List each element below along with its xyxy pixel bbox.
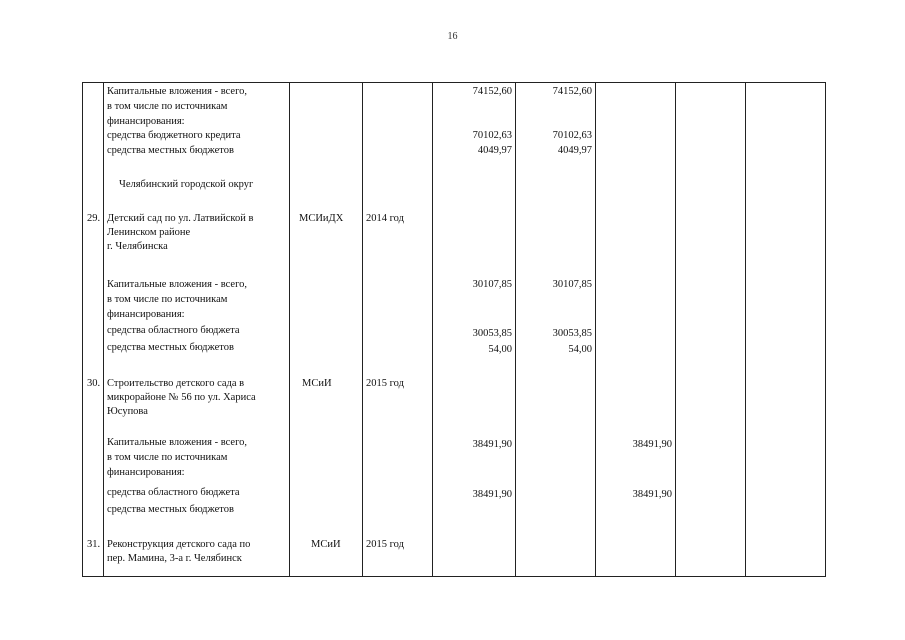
row-label: в том числе по источникам	[107, 452, 228, 463]
row-label: Капитальные вложения - всего,	[107, 279, 247, 290]
row-label: средства областного бюджета	[107, 487, 240, 498]
row-label: средства бюджетного кредита	[107, 130, 241, 141]
deadline: 2015 год	[366, 539, 404, 550]
budget-table	[82, 82, 826, 577]
row-label: средства местных бюджетов	[107, 342, 234, 353]
row-label: Капитальные вложения - всего,	[107, 437, 247, 448]
column-divider	[103, 83, 104, 576]
item-name-line: Строительство детского сада в	[107, 378, 245, 389]
value-total: 54,00	[488, 344, 512, 355]
value-total: 38491,90	[472, 439, 512, 450]
item-name-line: пер. Мамина, 3-а г. Челябинск	[107, 553, 242, 564]
value-total: 38491,90	[472, 489, 512, 500]
value-total: 70102,63	[472, 130, 512, 141]
item-name-line: Юсупова	[107, 406, 148, 417]
value-total: 30107,85	[472, 279, 512, 290]
column-divider	[289, 83, 290, 576]
deadline: 2015 год	[366, 378, 404, 389]
value-2014: 54,00	[568, 344, 592, 355]
item-name-line: Детский сад по ул. Латвийской в	[107, 213, 254, 224]
row-label: финансирования:	[107, 116, 185, 127]
municipality-heading: Челябинский городской округ	[119, 179, 254, 190]
executor: МСИиДХ	[299, 213, 344, 224]
row-label: средства местных бюджетов	[107, 504, 234, 515]
value-total: 74152,60	[472, 86, 512, 97]
value-2014: 74152,60	[552, 86, 592, 97]
deadline: 2014 год	[366, 213, 404, 224]
value-2014: 30053,85	[552, 328, 592, 339]
item-name-line: Реконструкция детского сада по	[107, 539, 251, 550]
executor: МСиИ	[302, 378, 332, 389]
value-2015: 38491,90	[632, 489, 672, 500]
item-number: 30.	[87, 378, 101, 389]
page-number: 16	[447, 31, 458, 42]
column-divider	[595, 83, 596, 576]
column-divider	[675, 83, 676, 576]
row-label: финансирования:	[107, 467, 185, 478]
row-label: в том числе по источникам	[107, 294, 228, 305]
value-2014: 30107,85	[552, 279, 592, 290]
row-label: в том числе по источникам	[107, 101, 228, 112]
column-divider	[432, 83, 433, 576]
column-divider	[362, 83, 363, 576]
value-total: 4049,97	[477, 145, 512, 156]
value-2015: 38491,90	[632, 439, 672, 450]
column-divider	[745, 83, 746, 576]
value-2014: 4049,97	[557, 145, 592, 156]
executor: МСиИ	[311, 539, 341, 550]
item-name-line: Ленинском районе	[107, 227, 191, 238]
value-2014: 70102,63	[552, 130, 592, 141]
row-label: финансирования:	[107, 309, 185, 320]
item-number: 31.	[87, 539, 101, 550]
row-label: средства областного бюджета	[107, 325, 240, 336]
row-label: средства местных бюджетов	[107, 145, 234, 156]
row-label: Капитальные вложения - всего,	[107, 86, 247, 97]
item-number: 29.	[87, 213, 101, 224]
item-name-line: микрорайоне № 56 по ул. Хариса	[107, 392, 256, 403]
value-total: 30053,85	[472, 328, 512, 339]
item-name-line: г. Челябинска	[107, 241, 168, 252]
